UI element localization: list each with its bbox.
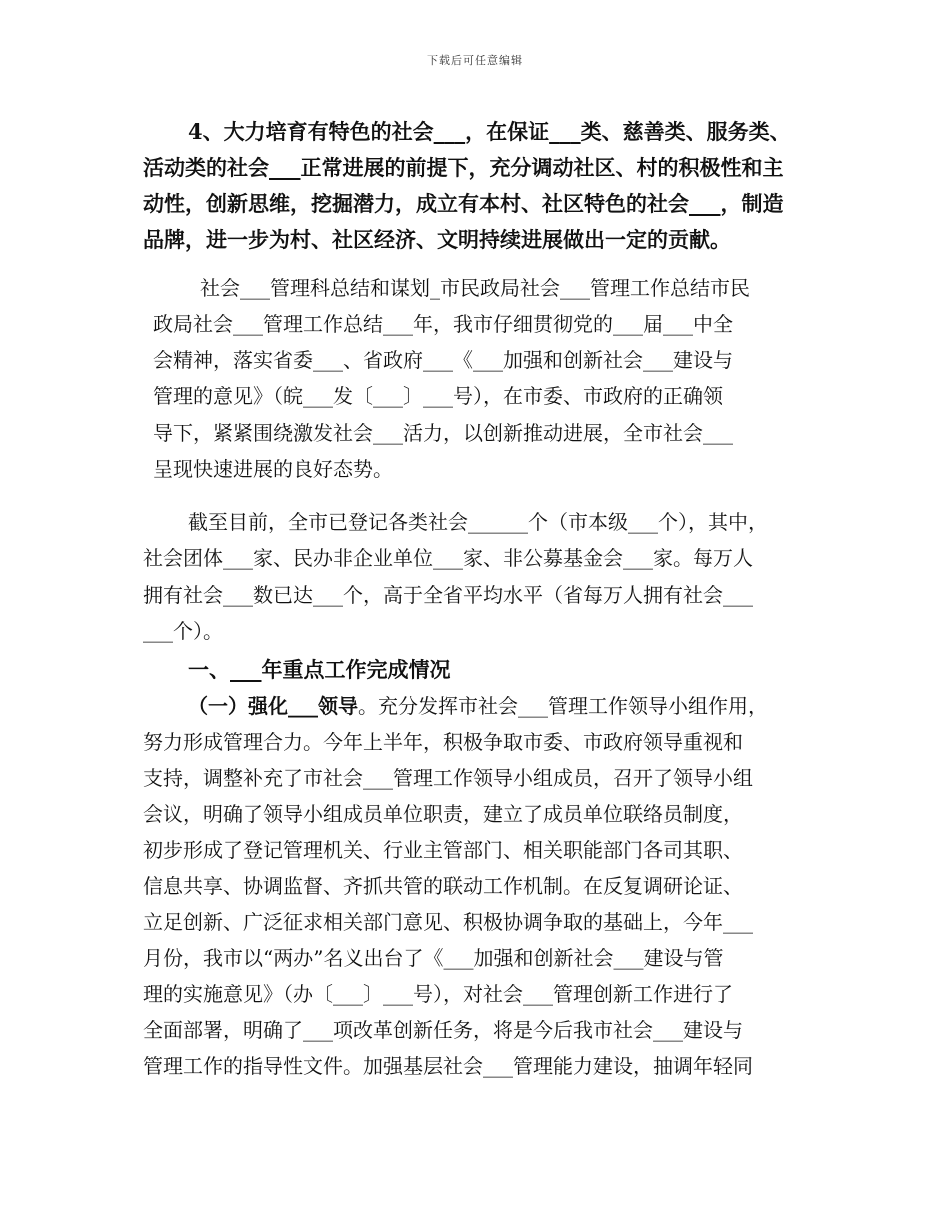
paragraph-1-line: 活动类的社会___正常进展的前提下，充分调动社区、村的积极性和主 [143,155,784,180]
paragraph-1-line: 品牌，进一步为村、社区经济、文明持续进展做出一定的贡献。 [143,227,731,252]
paragraph-3-line: 拥有社会___数已达___个，高于全省平均水平（省每万人拥有社会___ [143,583,753,607]
paragraph-4-line: 月份，我市以“两办”名义出台了《___加强和创新社会___建设与管 [143,946,724,970]
paragraph-4-line: 理的实施意见》（办〔___〕___号），对社会___管理创新工作进行了 [143,982,733,1006]
paragraph-2-line: 会精神，落实省委___、省政府___《___加强和创新社会___建设与 [153,348,733,372]
paragraph-1-line: 4、大力培育有特色的社会___，在保证___类、慈善类、服务类、 [188,119,791,144]
paragraph-2-line: 导下，紧紧围绕激发社会___活力，以创新推动进展，全市社会___ [153,421,733,445]
paragraph-4-line: 全面部署，明确了___项改革创新任务，将是今后我市社会___建设与 [143,1018,743,1042]
paragraph-1-line: 动性，创新思维，挖掘潜力，成立有本村、社区特色的社会___，制造 [143,191,784,216]
paragraph-2-line: 社会___管理科总结和谋划_市民政局社会___管理工作总结市民 [200,276,750,300]
paragraph-4-line: 立足创新、广泛征求相关部门意见、积极协调争取的基础上，今年___ [143,910,753,934]
paragraph-4-line: 初步形成了登记管理机关、行业主管部门、相关职能部门各司其职、 [143,838,743,862]
paragraph-3-line: ___个）。 [143,619,223,643]
page-header: 下载后可任意编辑 [427,54,523,67]
section-heading: 一、___年重点工作完成情况 [188,657,451,682]
paragraph-4-line: 会议，明确了领导小组成员单位职责，建立了成员单位联络员制度， [143,802,743,826]
paragraph-4-lead: （一）强化___领导 [188,694,358,718]
paragraph-3-line: 社会团体___家、民办非企业单位___家、非公募基金会___家。每万人 [143,546,753,570]
paragraph-4-line: 管理工作的指导性文件。加强基层社会___管理能力建设，抽调年轻同 [143,1054,753,1078]
paragraph-4-line: 支持，调整补充了市社会___管理工作领导小组成员，召开了领导小组 [143,766,753,790]
paragraph-4-line: 努力形成管理合力。今年上半年，积极争取市委、市政府领导重视和 [143,730,743,754]
paragraph-4-first-rest: 。充分发挥市社会___管理工作领导小组作用， [358,694,768,718]
paragraph-2-line: 呈现快速进展的良好态势。 [153,457,393,481]
paragraph-2-line: 政局社会___管理工作总结___年，我市仔细贯彻党的___届___中全 [153,312,733,336]
paragraph-2-line: 管理的意见》（皖___发〔___〕___号），在市委、市政府的正确领 [153,384,723,408]
paragraph-4-line: 信息共享、协调监督、齐抓共管的联动工作机制。在反复调研论证、 [143,874,743,898]
paragraph-3-line: 截至目前，全市已登记各类社会______个（市本级___个），其中， [188,510,768,534]
paragraph-4-first-line [188,694,768,718]
